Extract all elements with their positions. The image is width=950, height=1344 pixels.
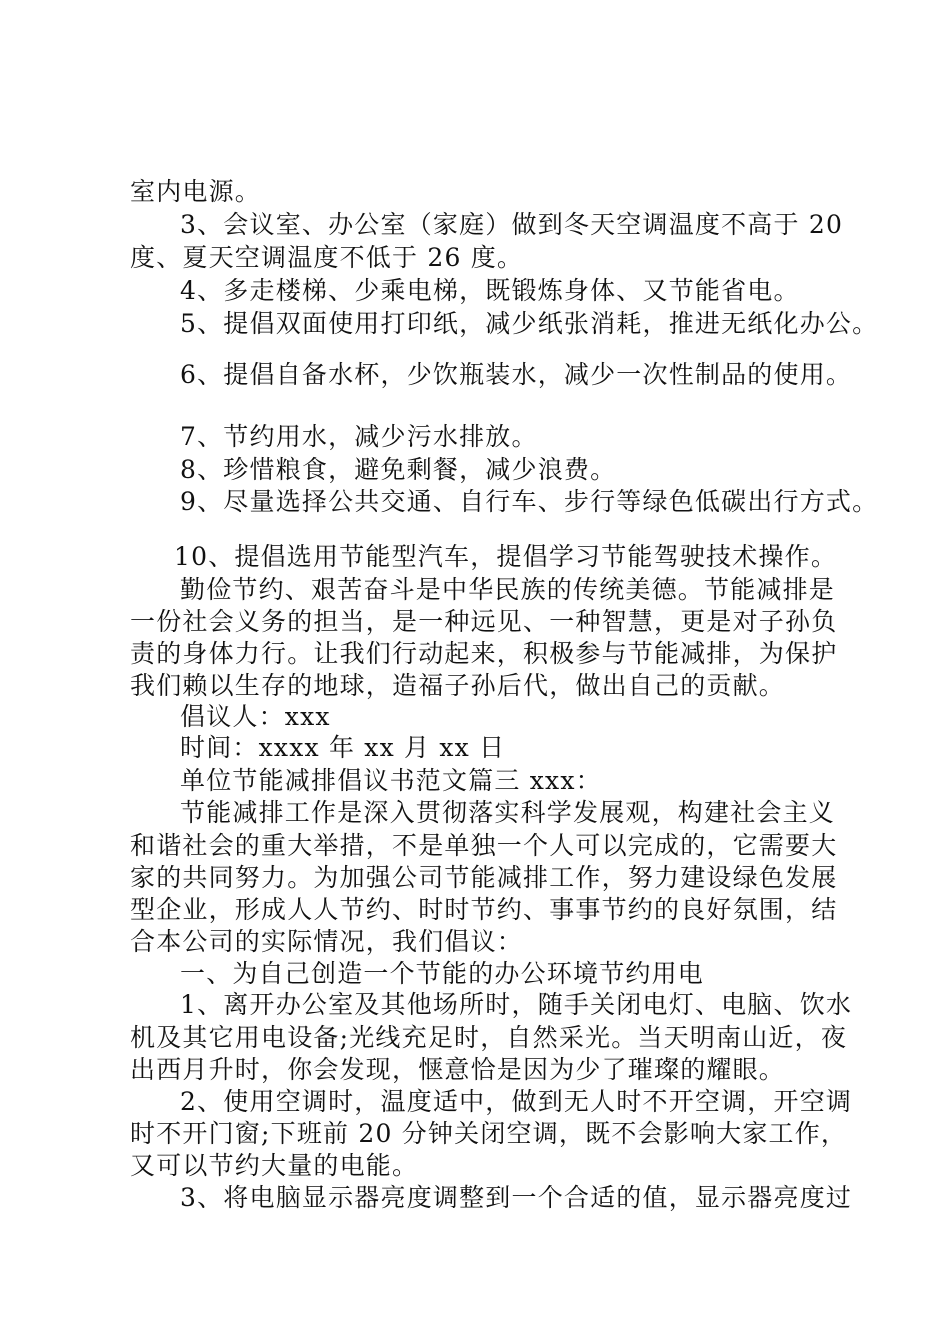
text-line: 6、提倡自备水杯，少饮瓶装水，减少一次性制品的使用。	[180, 360, 853, 389]
text-line: 出西月升时，你会发现，惬意恰是因为少了璀璨的耀眼。	[130, 1055, 786, 1084]
text-line: 一份社会义务的担当，是一种远见、一种智慧，更是对子孙负	[130, 607, 838, 636]
text-line: 型企业，形成人人节约、时时节约、事事节约的良好氛围，结	[130, 895, 838, 924]
text-line: 合本公司的实际情况，我们倡议：	[130, 927, 524, 956]
text-line: 机及其它用电设备;光线充足时，自然采光。当天明南山近，夜	[130, 1023, 848, 1052]
text-line: 室内电源。	[130, 177, 262, 206]
text-line: 10、提倡选用节能型汽车，提倡学习节能驾驶技术操作。	[174, 542, 838, 571]
text-line: 7、节约用水，减少污水排放。	[180, 422, 538, 451]
text-line: 和谐社会的重大举措，不是单独一个人可以完成的，它需要大	[130, 831, 838, 860]
text-line: 1、离开办公室及其他场所时，随手关闭电灯、电脑、饮水	[180, 990, 853, 1019]
text-line: 度、夏天空调温度不低于 26 度。	[130, 243, 524, 272]
text-line: 节能减排工作是深入贯彻落实科学发展观，构建社会主义	[180, 798, 836, 827]
text-line: 8、珍惜粮食，避免剩餐，减少浪费。	[180, 455, 617, 484]
text-line: 勤俭节约、艰苦奋斗是中华民族的传统美德。节能减排是	[180, 575, 836, 604]
text-line: 5、提倡双面使用打印纸，减少纸张消耗，推进无纸化办公。	[180, 309, 879, 338]
text-line: 我们赖以生存的地球，造福子孙后代，做出自己的贡献。	[130, 671, 786, 700]
text-line: 时间：xxxx 年 xx 月 xx 日	[180, 733, 506, 762]
text-line: 时不开门窗;下班前 20 分钟关闭空调，既不会影响大家工作，	[130, 1119, 848, 1148]
text-line: 家的共同努力。为加强公司节能减排工作，努力建设绿色发展	[130, 863, 838, 892]
text-line: 2、使用空调时，温度适中，做到无人时不开空调，开空调	[180, 1087, 853, 1116]
text-line: 9、尽量选择公共交通、自行车、步行等绿色低碳出行方式。	[180, 487, 879, 516]
text-line: 责的身体力行。让我们行动起来，积极参与节能减排，为保护	[130, 639, 838, 668]
text-line: 倡议人：xxx	[180, 702, 331, 731]
text-line: 3、将电脑显示器亮度调整到一个合适的值，显示器亮度过	[180, 1183, 853, 1212]
text-line: 4、多走楼梯、少乘电梯，既锻炼身体、又节能省电。	[180, 276, 800, 305]
text-line: 又可以节约大量的电能。	[130, 1151, 419, 1180]
text-line: 3、会议室、办公室（家庭）做到冬天空调温度不高于 20	[180, 210, 844, 239]
text-line: 单位节能减排倡议书范文篇三 xxx：	[180, 766, 602, 795]
text-line: 一、为自己创造一个节能的办公环境节约用电	[180, 959, 705, 988]
